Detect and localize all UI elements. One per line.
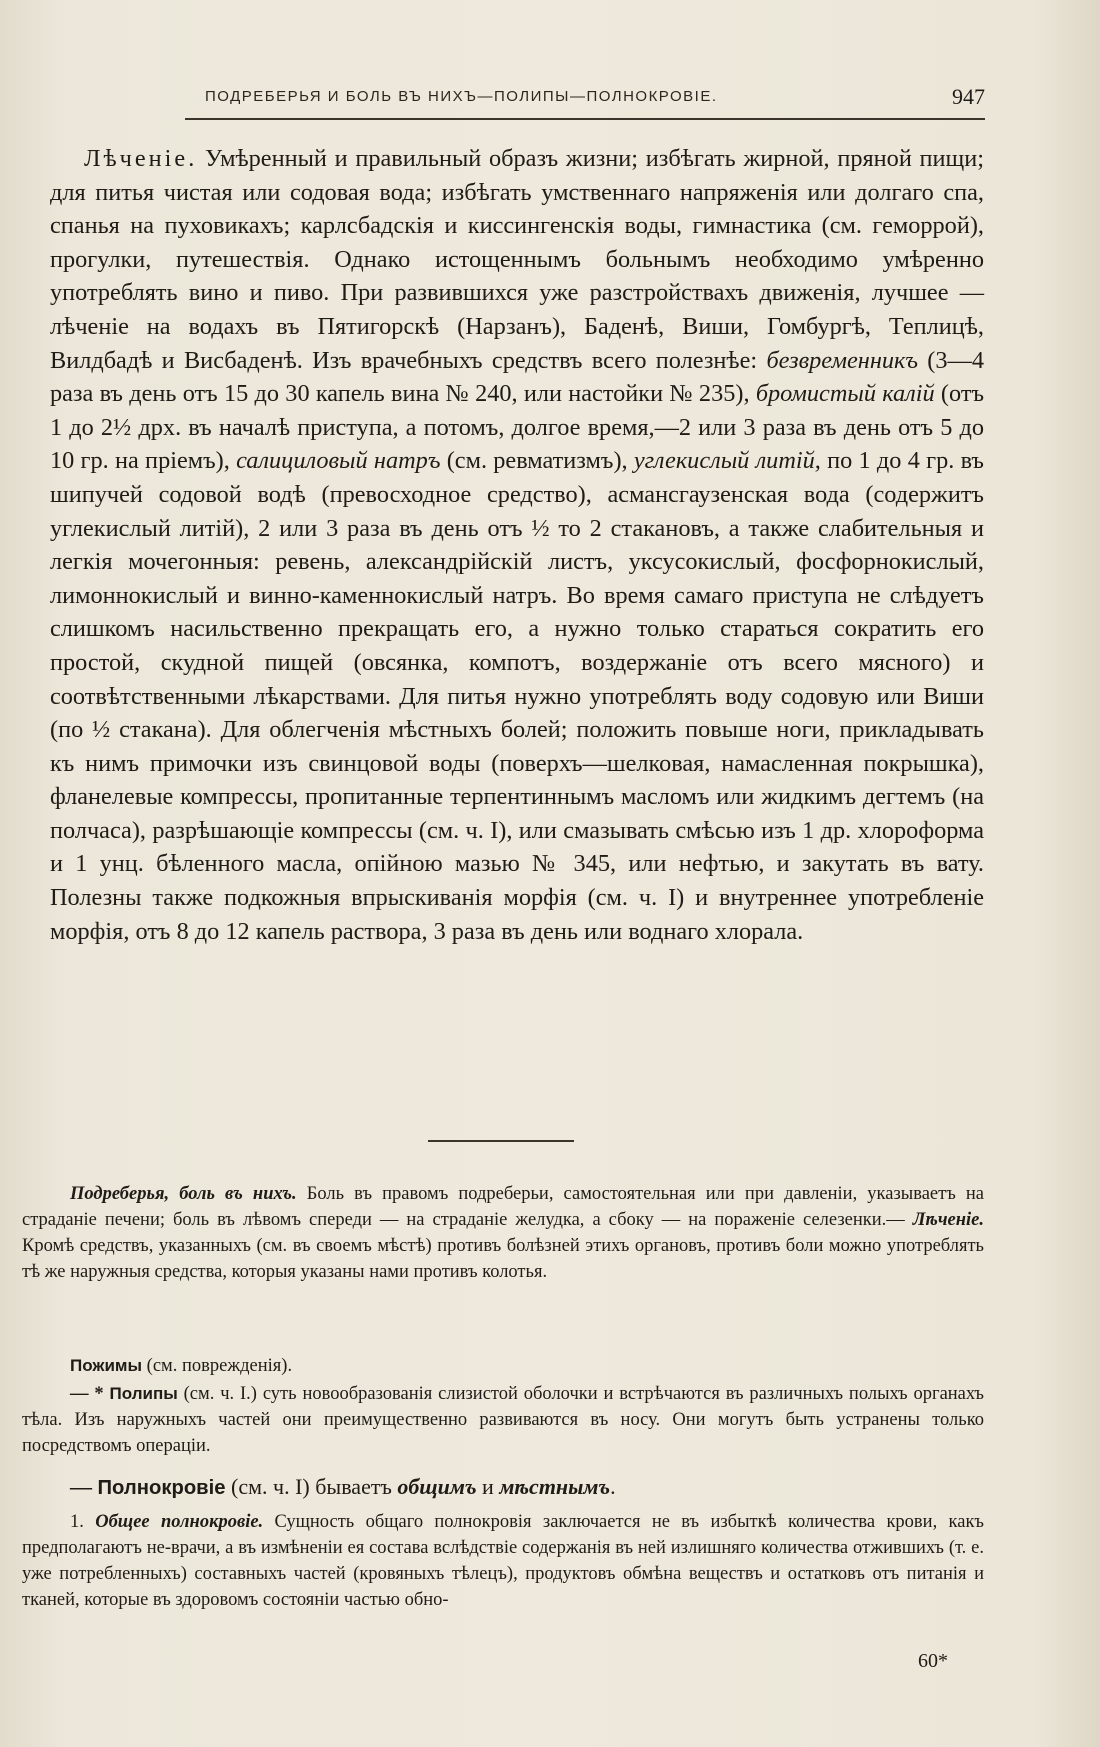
entry-obshchee-number: 1. [70, 1512, 96, 1532]
treatment-text-3: (отъ 1 до 2½ дрх. въ началѣ приступа, а потомъ, долгое время,—2 или 3 раза въ день отъ 5 до 10 гр. на пріемъ), [50, 380, 985, 475]
entry-polnokrovie [22, 1472, 984, 1503]
entry-polnokrovie-title: Полнокровіе [97, 1477, 226, 1499]
entry-pozhimy [22, 1353, 984, 1379]
section-separator [428, 1140, 574, 1142]
entry-podreberya-title: Подреберья, [70, 1184, 170, 1204]
entry-obshchee-polnokrovie [22, 1509, 984, 1613]
treatment-lead: Лѣченіе. [84, 145, 198, 172]
entry-polnokrovie-text-2: и [476, 1474, 500, 1499]
signature-mark: 60* [918, 1650, 948, 1672]
entry-podreberya-text-1: Боль въ правомъ подреберьи, самостоятельная или при давленіи, указываетъ на страданіе печени; боль въ лѣвомъ спереди — на страданіе желудка, а сбоку — на пораженіе селезенки.— [22, 1184, 985, 1230]
entry-polnokrovie-dash: — [70, 1474, 98, 1499]
treatment-text-1: Умѣренный и правильный образъ жизни; избѣгать жирной, пряной пищи; для питья чистая или содовая вода; избѣгать умственнаго напряженія или долгаго спа, спанья на пуховикахъ; карлсбадскія и киссингенскія воды, гимнастика (см. геморрой), прогулки, путешествія. Однако истощеннымъ больнымъ необходимо умѣренно употреблять вино и пиво. При развившихся уже разстройствахъ движенія, лучшее — лѣченіе на водахъ въ Пятигорскѣ (Нарзанъ), Баденѣ, Виши, Гомбургѣ, Теплицѣ, Вилдбадѣ и Висбаденѣ. Изъ врачебныхъ средствъ всего полезнѣе: [50, 145, 984, 374]
entry-obshchee-text: Сущность общаго полнокровія заключается не въ избыткѣ количества крови, какъ предполагаютъ не-врачи, а въ измѣненіи ея состава вслѣдствіе содержанія въ ней излишняго количества отжившихъ (т. е. уже потребленныхъ) составныхъ частей (кровяныхъ тѣлецъ), продуктовъ обмѣна веществъ и остатковъ отъ питанія и тканей, которые въ здоровомъ состояніи частью обно- [22, 1512, 984, 1610]
entry-polnokrovie-local: мѣстнымъ [499, 1474, 611, 1499]
entry-pozhimy-text: (см. поврежденія). [142, 1356, 293, 1376]
page-number: 947 [952, 84, 985, 109]
entry-polipy-title: Полипы [109, 1384, 178, 1403]
entry-polipy-dash: — * [70, 1384, 110, 1404]
entry-obshchee-title: Общее полнокровіе. [95, 1512, 264, 1532]
treatment-text-5: по 1 до 4 гр. въ шипучей содовой водѣ (превосходное средство), асмансгаузенская вода (содержитъ углекислый литій), 2 или 3 раза въ день отъ ½ то 2 стакановъ, а также слабительныя и легкія мочегонныя: ревень, александрійскій листъ, уксусокислый, фосфорнокислый, лимоннокислый и винно-каменнокислый натръ. Во время самаго приступа не слѣдуетъ слишкомъ насильственно прекращать его, а нужно только стараться сократить его простой, скудной пищей (овсянка, компотъ, воздержаніе отъ всего мясного) и соотвѣтственными лѣкарствами. Для питья нужно употреблять воду содовую или Виши (по ½ стакана). Для облегченія мѣстныхъ болей; положить повыше ноги, прикладывать къ нимъ примочки изъ свинцовой воды (поверхъ—шелковая, намасленная покрышка), фланелевые компрессы, пропитанные терпентиннымъ масломъ или жидкимъ дегтемъ (на полчаса), разрѣшающіе компрессы (см. ч. I), или смазывать смѣсью изъ 1 др. хлороформа и 1 унц. бѣленного масла, опійною мазью № 345, или нефтью, и закутать въ вату. Полезны также подкожныя впрыскиванія морфія (см. ч. I) и внутреннее употребленіе морфія, отъ 8 до 12 капель раствора, 3 раза въ день или воднаго хлорала. [50, 447, 984, 945]
running-header [185, 84, 985, 118]
entry-pozhimy-title: Пожимы [70, 1356, 143, 1375]
entry-polnokrovie-text-1: (см. ч. I) бываетъ [225, 1474, 398, 1499]
treatment-text-2: (3—4 раза въ день отъ 15 до 30 капель вина № 240, или настойки № 235), [50, 346, 984, 408]
entry-podreberya-subtitle: боль въ нихъ. [179, 1184, 297, 1204]
entry-polipy-text: (см. ч. I.) суть новообразованія слизистой оболочки и встрѣчаются въ различныхъ полыхъ органахъ тѣла. Изъ наружныхъ частей они преимущественно развиваются въ носу. Они могутъ быть устранены только посредствомъ операціи. [22, 1384, 985, 1456]
drug-lithium-carbonate: углекислый литій, [633, 447, 821, 475]
treatment-text-4: (см. ревматизмъ), [440, 447, 634, 475]
entry-podreberya [22, 1181, 984, 1285]
entry-polnokrovie-text-3: . [610, 1474, 616, 1499]
treatment-paragraph [50, 142, 984, 948]
entry-podreberya-lechenie: Лѣченіе. [912, 1210, 984, 1230]
header-title: ПОДРЕБЕРЬЯ И БОЛЬ ВЪ НИХЪ—ПОЛИПЫ—ПОЛНОКРОВІЕ. [205, 88, 718, 105]
header-rule [185, 118, 985, 120]
entry-podreberya-text-2: Кромѣ средствъ, указанныхъ (см. въ своемъ мѣстѣ) противъ болѣзней этихъ органовъ, противъ боли можно употреблять тѣ же наружныя средства, которыя указаны нами противъ колотья. [22, 1236, 984, 1282]
drug-sodium-salicylate: салициловый натръ [236, 447, 441, 475]
entry-polnokrovie-general: общимъ [397, 1474, 477, 1499]
drug-colchicum: безвременникъ [766, 346, 919, 374]
drug-potassium-bromide: бромистый калій [755, 380, 935, 408]
entry-polipy [22, 1381, 984, 1459]
